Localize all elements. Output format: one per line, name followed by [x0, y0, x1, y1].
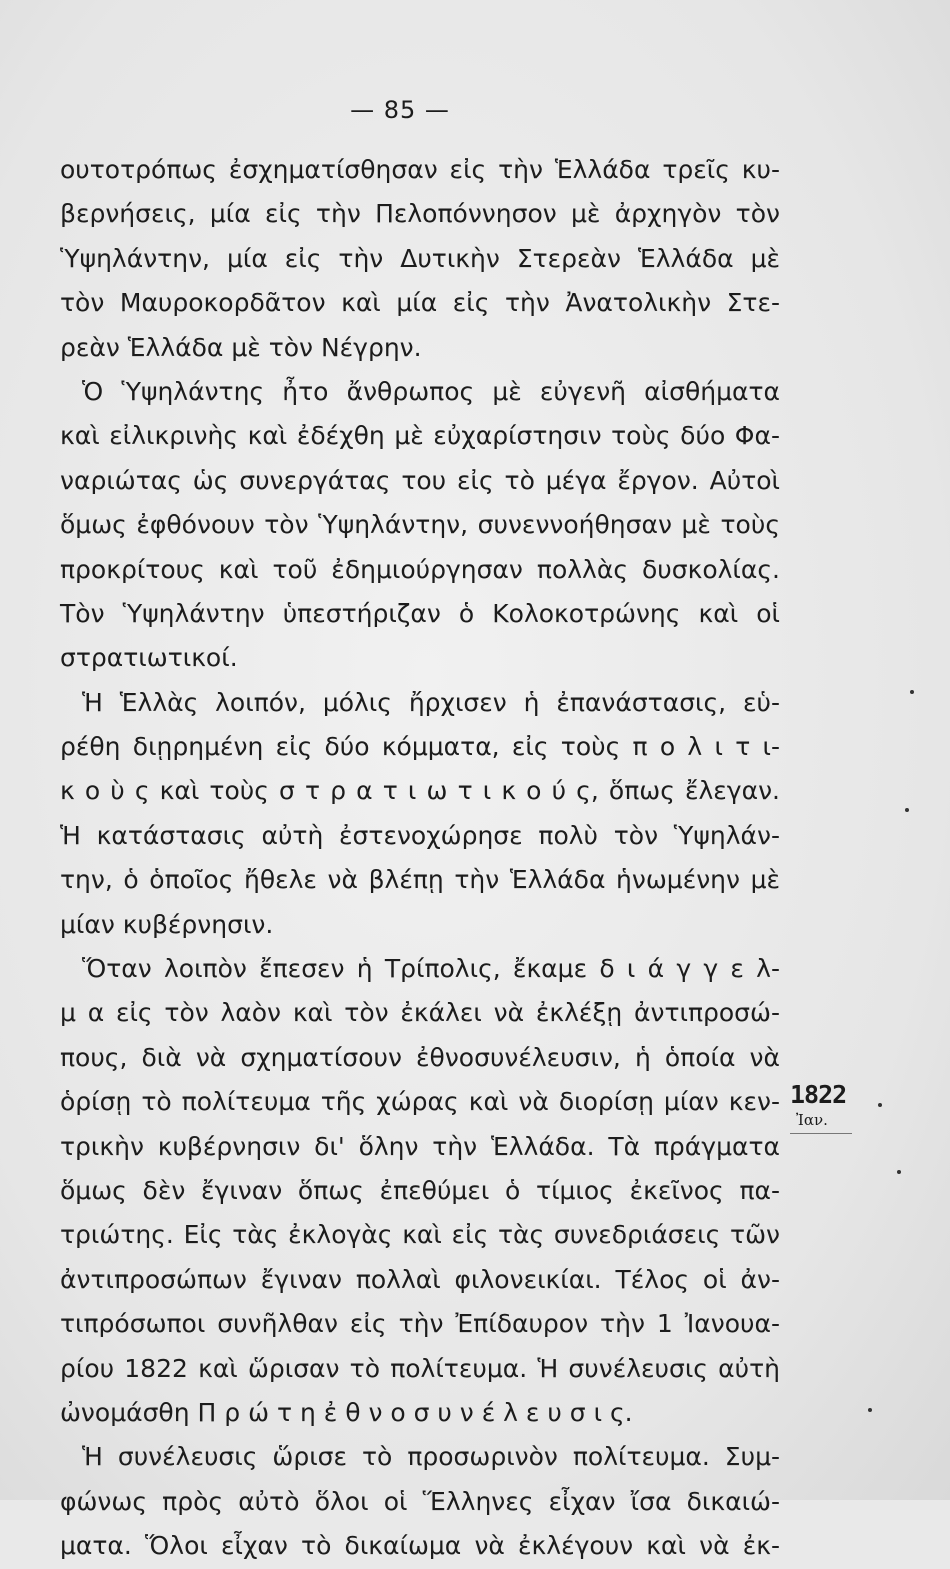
body-text: [60, 148, 780, 1569]
margin-note-month: Ἰαν.: [796, 1111, 828, 1129]
text-line: μ α εἰς τὸν λαὸν καὶ τὸν ἐκάλει νὰ ἐκλέξῃ ἀντιπροσώ-: [60, 998, 780, 1028]
page-number: — 85 —: [350, 96, 450, 124]
text-line: τιπρόσωποι συνῆλθαν εἰς τὴν Ἐπίδαυρον τὴν 1 Ἰανουα-: [60, 1309, 780, 1339]
text-line: ὁρίσῃ τὸ πολίτευμα τῆς χώρας καὶ νὰ διορίσῃ μίαν κεν-: [60, 1087, 780, 1117]
text-line: ρίου 1822 καὶ ὥρισαν τὸ πολίτευμα. Ἡ συνέλευσις αὐτὴ: [60, 1353, 780, 1383]
text-line: βερνήσεις, μία εἰς τὴν Πελοπόννησον μὲ ἀρχηγὸν τὸν: [60, 199, 780, 229]
margin-note-rule: [790, 1133, 852, 1134]
text-line: προκρίτους καὶ τοῦ ἐδημιούργησαν πολλὰς δυσκολίας.: [60, 554, 780, 584]
text-line: πους, διὰ νὰ σχηματίσουν ἐθνοσυνέλευσιν, ἡ ὁποία νὰ: [60, 1042, 780, 1072]
text-line: φώνως πρὸς αὐτὸ ὅλοι οἱ Ἕλληνες εἶχαν ἴσα δικαιώ-: [60, 1486, 780, 1516]
text-line: ὠνομάσθη Π ρ ώ τ η ἐ θ ν ο σ υ ν έ λ ε υ σ ι ς.: [60, 1397, 633, 1427]
text-line: ουτοτρόπως ἐσχηματίσθησαν εἰς τὴν Ἑλλάδα τρεῖς κυ-: [60, 155, 780, 184]
text-line: ματα. Ὅλοι εἶχαν τὸ δικαίωμα νὰ ἐκλέγουν καὶ νὰ ἐκ-: [60, 1531, 780, 1561]
ink-speck: [897, 1170, 901, 1174]
text-line: Ὁ Ὑψηλάντης ἦτο ἄνθρωπος μὲ εὐγενῆ αἰσθήματα: [82, 376, 780, 406]
ink-speck: [868, 1408, 872, 1412]
text-line: τρικὴν κυβέρνησιν δι' ὅλην τὴν Ἑλλάδα. Τὰ πράγματα: [60, 1131, 780, 1161]
text-line: ὅμως δὲν ἔγιναν ὅπως ἐπεθύμει ὁ τίμιος ἐκεῖνος πα-: [60, 1175, 780, 1205]
text-line: Ἡ συνέλευσις ὥρισε τὸ προσωρινὸν πολίτευμα. Συμ-: [82, 1442, 780, 1472]
ink-speck: [878, 1103, 882, 1107]
text-line: τριώτης. Εἰς τὰς ἐκλογὰς καὶ εἰς τὰς συνεδριάσεις τῶν: [60, 1220, 780, 1250]
margin-note-year: 1822: [790, 1080, 847, 1109]
text-line: Ἡ Ἑλλὰς λοιπόν, μόλις ἤρχισεν ἡ ἐπανάστασις, εὑ-: [82, 687, 780, 717]
text-line: τὸν Μαυροκορδᾶτον καὶ μία εἰς τὴν Ἀνατολικὴν Στε-: [60, 288, 780, 318]
text-line: ὅμως ἐφθόνουν τὸν Ὑψηλάντην, συνεννοήθησαν μὲ τοὺς: [60, 510, 780, 540]
text-line: την, ὁ ὁποῖος ἤθελε νὰ βλέπῃ τὴν Ἑλλάδα ἡνωμένην μὲ: [60, 865, 780, 895]
text-line: ἀντιπροσώπων ἔγιναν πολλαὶ φιλονεικίαι. Τέλος οἱ ἀν-: [60, 1264, 780, 1294]
text-line: Ὅταν λοιπὸν ἔπεσεν ἡ Τρίπολις, ἔκαμε δ ι ά γ γ ε λ-: [82, 954, 780, 984]
margin-note: [790, 1080, 860, 1134]
text-line: Ὑψηλάντην, μία εἰς τὴν Δυτικὴν Στερεὰν Ἑλλάδα μὲ: [60, 243, 780, 273]
text-line: Ἡ κατάστασις αὐτὴ ἐστενοχώρησε πολὺ τὸν Ὑψηλάν-: [60, 820, 780, 850]
text-line: μίαν κυβέρνησιν.: [60, 909, 274, 939]
text-line: ρέθη διῃρημένη εἰς δύο κόμματα, εἰς τοὺς π ο λ ι τ ι-: [60, 732, 780, 762]
ink-speck: [910, 690, 914, 694]
text-line: στρατιωτικοί.: [60, 643, 238, 673]
ink-speck: [905, 808, 909, 812]
text-line: Τὸν Ὑψηλάντην ὑπεστήριζαν ὁ Κολοκοτρώνης καὶ οἱ: [60, 598, 780, 628]
text-line: ναριώτας ὡς συνεργάτας του εἰς τὸ μέγα ἔργον. Αὐτοὶ: [60, 465, 780, 495]
text-line: καὶ εἰλικρινὴς καὶ ἐδέχθη μὲ εὐχαρίστησιν τοὺς δύο Φα-: [60, 421, 780, 451]
text-line: ρεὰν Ἑλλάδα μὲ τὸν Νέγρην.: [60, 332, 422, 362]
text-line: κ ο ὺ ς καὶ τοὺς σ τ ρ α τ ι ω τ ι κ ο ύ ς, ὅπως ἔλεγαν.: [60, 776, 780, 806]
